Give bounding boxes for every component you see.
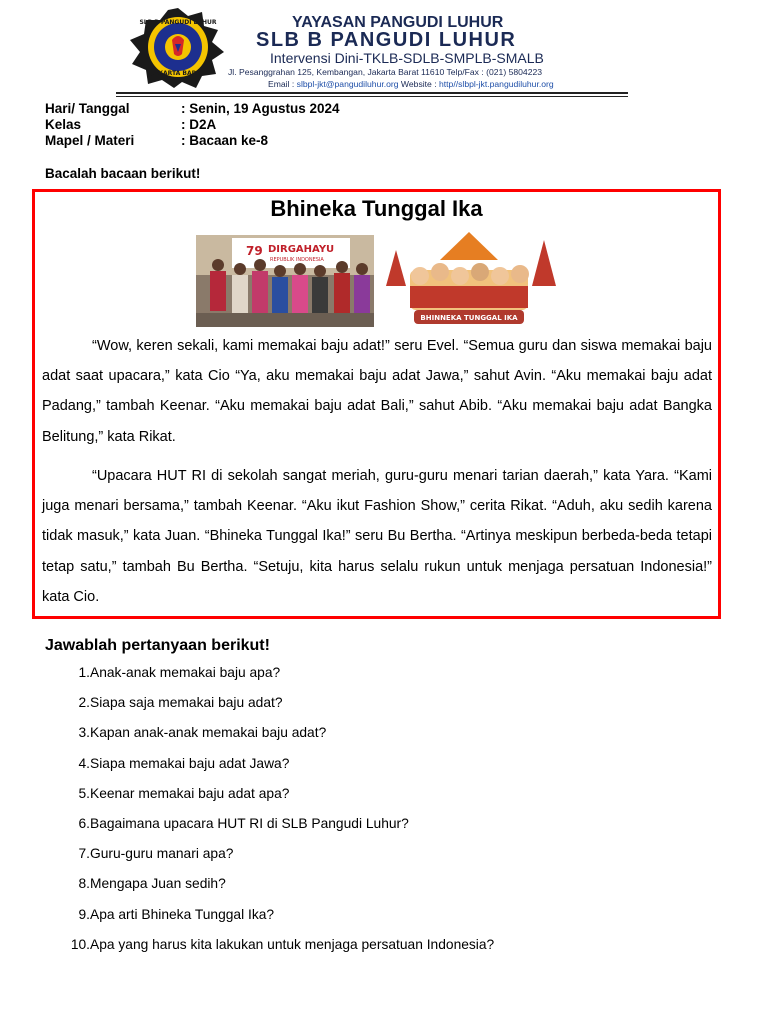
email-label: Email : xyxy=(268,79,297,89)
paragraph-text: “Wow, keren sekali, kami memakai baju adat!” seru Evel. “Semua guru dan siswa memakai baju adat saat upacara,” kata Cio “Ya, aku memakai baju adat Jawa,” sahut Avin. “Aku memakai baju adat Padang,” tambah Keenar. “Aku memakai baju adat Bali,” sahut Abib. “Aku memakai baju adat Bangka Belitung,” kata Rikat. xyxy=(42,338,712,445)
question-number: 6. xyxy=(78,815,90,831)
question-item xyxy=(62,783,494,813)
photo-banner-number: 79 xyxy=(246,244,263,258)
question-text: Guru-guru manari apa? xyxy=(90,846,234,862)
question-text: Apa yang harus kita lakukan untuk menjaga persatuan Indonesia? xyxy=(90,936,495,952)
question-item xyxy=(62,934,494,964)
info-key: Mapel / Materi xyxy=(45,133,135,148)
school-programs: Intervensi Dini-TKLB-SDLB-SMPLB-SMALB xyxy=(270,50,544,66)
question-number: 2. xyxy=(78,695,90,711)
question-text: Keenar memakai baju adat apa? xyxy=(90,785,290,801)
letterhead xyxy=(116,6,632,94)
info-key: Kelas xyxy=(45,117,82,132)
question-item xyxy=(62,662,494,692)
students-photo xyxy=(196,235,374,327)
info-table xyxy=(45,101,340,149)
questions-heading: Jawablah pertanyaan berikut! xyxy=(45,637,270,654)
question-item xyxy=(62,722,494,752)
illustration-banner: BHINNEKA TUNGGAL IKA xyxy=(420,314,518,322)
question-item xyxy=(62,904,494,934)
question-text: Anak-anak memakai baju apa? xyxy=(90,665,281,680)
question-number: 10. xyxy=(70,936,90,952)
question-number: 7. xyxy=(78,846,90,862)
question-item xyxy=(62,753,494,783)
website-label: Website : xyxy=(398,79,439,89)
question-number: 8. xyxy=(78,876,90,892)
logo-text-bottom: JAKARTA BARAT xyxy=(151,70,205,77)
questions-list xyxy=(62,662,494,964)
header-rule xyxy=(116,92,628,94)
bhinneka-illustration xyxy=(380,230,558,328)
question-text: Apa arti Bhineka Tunggal Ika? xyxy=(90,906,275,922)
info-row-subject xyxy=(45,133,340,149)
info-key: Hari/ Tanggal xyxy=(45,101,130,116)
question-number: 9. xyxy=(78,906,90,922)
photo-banner-text: DIRGAHAYU xyxy=(268,244,335,255)
school-name: SLB B PANGUDI LUHUR xyxy=(256,29,517,51)
question-text: Bagaimana upacara HUT RI di SLB Pangudi Luhur? xyxy=(90,815,409,831)
question-item xyxy=(62,873,494,903)
story-paragraph-2 xyxy=(42,461,712,612)
question-item xyxy=(62,692,494,722)
logo-text-top: SLB B PANGUDI LUHUR xyxy=(139,19,217,26)
email-link[interactable]: slbpl-jkt@pangudiluhur.org xyxy=(296,79,399,89)
question-text: Mengapa Juan sedih? xyxy=(90,876,226,892)
reading-box xyxy=(32,189,721,619)
question-number: 3. xyxy=(78,725,90,741)
photo-banner-subtext: REPUBLIK INDONESIA xyxy=(270,257,324,263)
school-address: Jl. Pesanggrahan 125, Kembangan, Jakarta Barat 11610 Telp/Fax : (021) 5804223 xyxy=(228,67,543,77)
question-item xyxy=(62,813,494,843)
header-rule-thin xyxy=(116,96,628,97)
info-value: : D2A xyxy=(181,117,217,132)
info-row-class xyxy=(45,117,340,133)
paragraph-text: “Upacara HUT RI di sekolah sangat meriah, guru-guru menari tarian daerah,” kata Yara. “Kami juga menari bersama,” tambah Keenar. “Aku ikut Fashion Show,” cerita Rikat. “Aduh, aku sedih karena tidak masuk,” kata Juan. “Bhineka Tunggal Ika!” seru Bu Bertha. “Artinya meskipun berbeda-beda tetapi tetap satu,” tambah Bu Bertha. “Setuju, kita harus selalu rukun untuk menjaga persatuan Indonesia!” kata Cio. xyxy=(42,468,712,605)
question-item xyxy=(62,843,494,873)
story-paragraph-1 xyxy=(42,331,712,452)
contact-line xyxy=(268,79,554,89)
info-row-date xyxy=(45,101,340,117)
website-link[interactable]: http//slbpl-jkt.pangudiluhur.org xyxy=(439,79,554,89)
question-text: Siapa memakai baju adat Jawa? xyxy=(90,755,290,771)
reading-instruction: Bacalah bacaan berikut! xyxy=(45,166,201,181)
school-logo xyxy=(128,6,228,88)
info-value: : Bacaan ke-8 xyxy=(181,133,269,148)
info-value: : Senin, 19 Agustus 2024 xyxy=(181,101,340,116)
story-title: Bhineka Tunggal Ika xyxy=(270,196,483,221)
question-text: Kapan anak-anak memakai baju adat? xyxy=(90,725,327,741)
question-number: 1. xyxy=(78,665,90,680)
foundation-name: YAYASAN PANGUDI LUHUR xyxy=(292,14,504,31)
question-number: 4. xyxy=(78,755,90,771)
question-text: Siapa saja memakai baju adat? xyxy=(90,695,283,711)
question-number: 5. xyxy=(78,785,90,801)
